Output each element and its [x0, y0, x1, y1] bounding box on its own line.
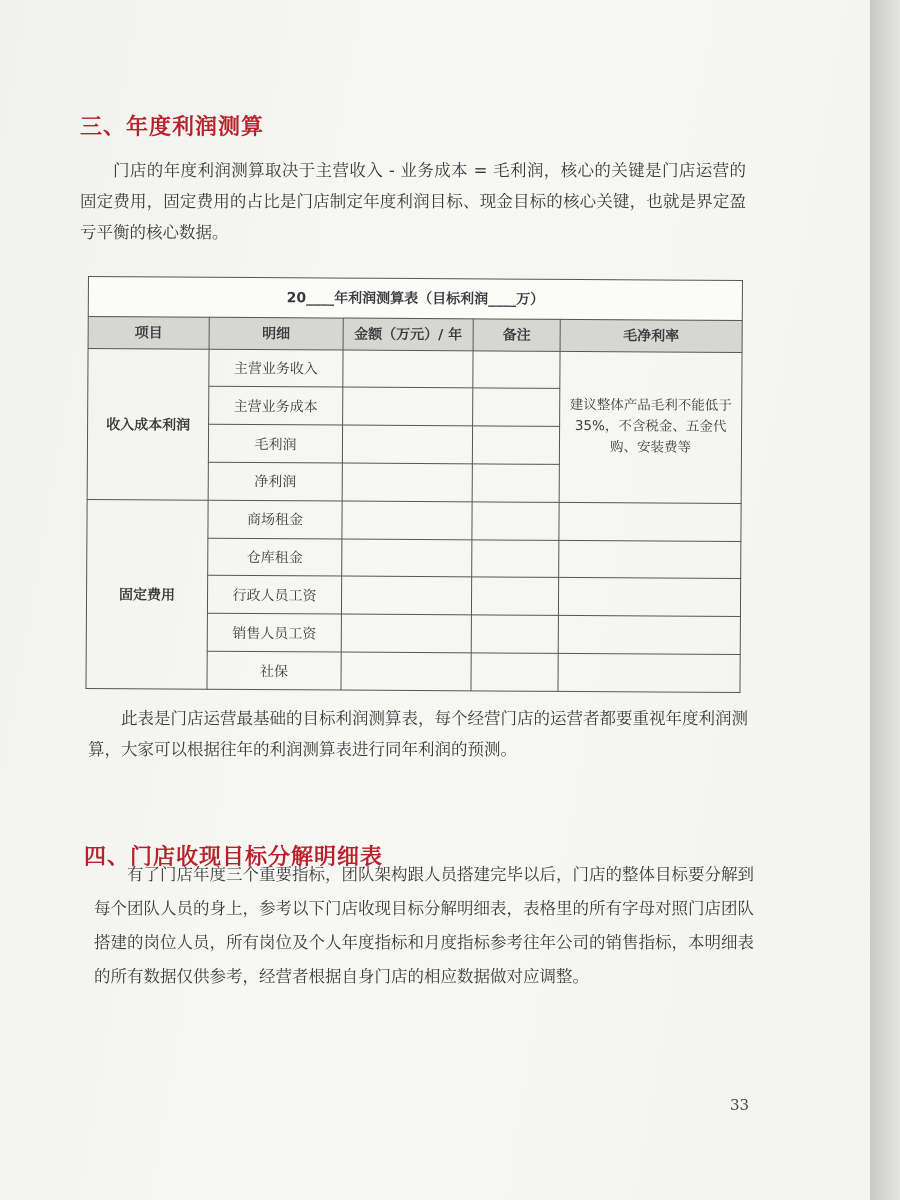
detail-cell: 行政人员工资 — [207, 576, 341, 615]
detail-cell: 社保 — [207, 651, 341, 690]
section-heading-cash-target: 四、门店收现目标分解明细表 — [84, 845, 384, 870]
page-edge — [870, 0, 900, 1200]
group-label-fixed-costs: 固定费用 — [86, 499, 208, 689]
amount-cell — [343, 350, 473, 389]
amount-cell — [342, 463, 472, 502]
group-label-income: 收入成本利润 — [87, 348, 209, 500]
detail-cell: 销售人员工资 — [207, 613, 341, 652]
remark-cell — [472, 426, 559, 464]
amount-cell — [341, 614, 471, 653]
detail-cell: 主营业务收入 — [209, 349, 343, 388]
remark-cell — [473, 388, 560, 426]
remark-cell — [473, 350, 560, 388]
amount-cell — [341, 576, 471, 615]
detail-cell: 仓库租金 — [208, 538, 342, 577]
remark-cell — [472, 502, 559, 540]
column-header-detail: 明细 — [209, 317, 343, 350]
margin-cell — [558, 653, 740, 692]
margin-cell — [558, 578, 740, 617]
column-header-item: 项目 — [88, 316, 209, 348]
amount-cell — [341, 652, 471, 691]
section-paragraph-annual-profit: 门店的年度利润测算取决于主营收入 - 业务成本 = 毛利润，核心的关键是门店运营的固定费用，固定费用的占比是门店制定年度利润目标、现金目标的核心关键，也就是界定盈亏平衡的核心数据。 — [80, 161, 746, 242]
column-header-amount: 金额（万元）/ 年 — [343, 318, 473, 350]
amount-cell — [342, 425, 472, 464]
detail-cell: 毛利润 — [208, 424, 342, 463]
margin-cell — [559, 540, 741, 579]
margin-cell — [558, 616, 740, 655]
profit-estimate-table — [85, 276, 743, 693]
amount-cell — [343, 387, 473, 426]
table-explanation-paragraph: 此表是门店运营最基础的目标利润测算表，每个经营门店的运营者都要重视年度利润测算，大家可以根据往年的利润测算表进行同年利润的预测。 — [88, 709, 748, 759]
table-row — [87, 499, 741, 541]
detail-cell: 净利润 — [208, 462, 342, 501]
page-number: 33 — [730, 1096, 750, 1114]
section-paragraph-cash-target: 有了门店年度三个重要指标，团队架构跟人员搭建完毕以后，门店的整体目标要分解到每个团队人员的身上，参考以下门店收现目标分解明细表，表格里的所有字母对照门店团队搭建的岗位人员，所有岗位及个人年度指标和月度指标参考往年公司的销售指标，本明细表的所有数据仅供参考，经营者根据自身门店的相应数据做对应调整。 — [94, 865, 754, 986]
column-header-margin: 毛净利率 — [560, 319, 742, 352]
remark-cell — [471, 615, 558, 653]
detail-cell: 商场租金 — [208, 500, 342, 539]
amount-cell — [342, 539, 472, 578]
table-row — [88, 348, 742, 390]
remark-cell — [472, 539, 559, 577]
section-heading-annual-profit: 三、年度利润测算 — [80, 115, 265, 140]
margin-note: 建议整体产品毛利不能低于35%，不含税金、五金代购、安装费等 — [559, 351, 742, 503]
remark-cell — [471, 577, 558, 615]
table-title: 20____年利润测算表（目标利润____万） — [88, 277, 742, 321]
detail-cell: 主营业务成本 — [209, 387, 343, 426]
amount-cell — [342, 501, 472, 540]
margin-cell — [559, 502, 741, 541]
column-header-remark: 备注 — [473, 319, 560, 351]
remark-cell — [471, 653, 558, 691]
remark-cell — [472, 464, 559, 502]
